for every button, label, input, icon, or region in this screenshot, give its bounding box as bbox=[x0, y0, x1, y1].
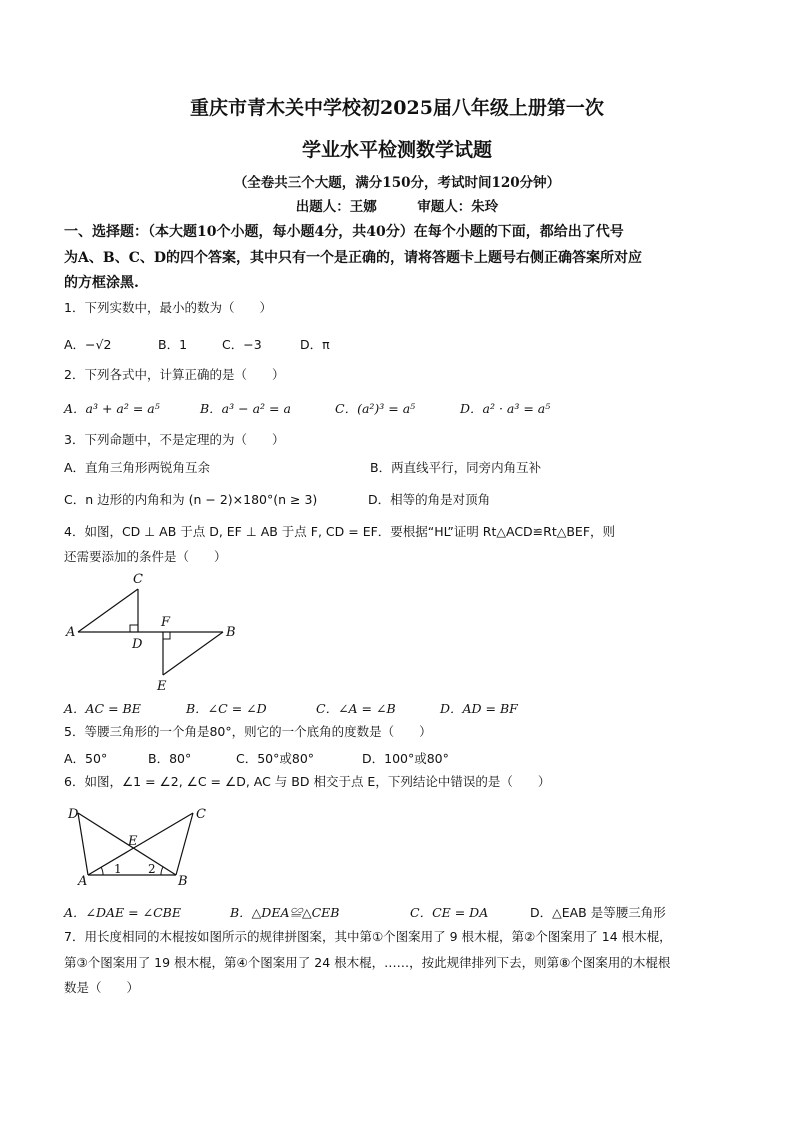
q4-option-a: A．AC = BE bbox=[64, 701, 141, 716]
section1-line3: 的方框涂黑. bbox=[64, 275, 139, 291]
q6-angle-2-arc bbox=[161, 867, 163, 875]
q4-stem-line1: 4．如图，CD ⊥ AB 于点 D, EF ⊥ AB 于点 F, CD = EF．要根据“HL”证明 Rt△ACD≌Rt△BEF，则 bbox=[64, 524, 616, 539]
exam-authors: 出题人：王娜 审题人：朱玲 bbox=[295, 199, 499, 215]
q5-stem: 5．等腰三角形的一个角是80°，则它的一个底角的度数是（ ） bbox=[64, 724, 432, 739]
q5-option-b: B．80° bbox=[148, 751, 192, 766]
q6-label-b: B bbox=[178, 874, 188, 889]
q6-option-a: A．∠DAE = ∠CBE bbox=[64, 905, 181, 920]
q6-segment-ac bbox=[88, 813, 193, 875]
q4-option-b: B．∠C = ∠D bbox=[186, 701, 267, 716]
q6-label-a: A bbox=[78, 874, 88, 889]
q4-label-b: B bbox=[226, 625, 236, 640]
q6-label-d: D bbox=[68, 807, 79, 822]
exam-info: （全卷共三个大题，满分150分，考试时间120分钟） bbox=[233, 175, 561, 191]
q6-stem: 6．如图，∠1 = ∠2, ∠C = ∠D, AC 与 BD 相交于点 E，下列结论中错误的是（ ） bbox=[64, 774, 551, 789]
q7-stem-line2: 第③个图案用了 19 根木棍，第④个图案用了 24 根木棍，……，按此规律排列下去，则第⑧个图案用的木棍根 bbox=[64, 955, 671, 970]
q6-option-b: B．△DEA≌△CEB bbox=[230, 905, 340, 920]
q3-option-c: C．n 边形的内角和为 (n − 2)×180°(n ≥ 3) bbox=[64, 492, 318, 507]
q6-segment-cb bbox=[176, 813, 193, 875]
section1-line2: 为A、B、C、D的四个答案，其中只有一个是正确的，请将答题卡上题号右侧正确答案所对应 bbox=[64, 250, 642, 266]
q2-option-a: A．a³ + a² = a⁵ bbox=[64, 401, 160, 416]
q1-option-a: A．−√2 bbox=[64, 337, 112, 352]
q4-label-a: A bbox=[66, 625, 76, 640]
q4-label-e: E bbox=[157, 679, 167, 694]
q1-stem: 1．下列实数中，最小的数为（ ） bbox=[64, 300, 272, 315]
page-title-line2: 学业水平检测数学试题 bbox=[301, 139, 492, 161]
q1-option-c: C．−3 bbox=[222, 337, 262, 352]
q6-label-angle-2: 2 bbox=[148, 862, 156, 876]
q6-label-c: C bbox=[196, 807, 206, 822]
q5-option-c: C．50°或80° bbox=[236, 751, 315, 766]
q3-option-a: A．直角三角形两锐角互余 bbox=[64, 460, 211, 475]
q6-angle-1-arc bbox=[101, 867, 103, 875]
q6-segment-ad bbox=[78, 813, 88, 875]
q2-stem: 2．下列各式中，计算正确的是（ ） bbox=[64, 367, 285, 382]
q6-option-c: C．CE = DA bbox=[410, 905, 489, 920]
q4-option-d: D．AD = BF bbox=[440, 701, 518, 716]
q4-label-c: C bbox=[133, 572, 143, 587]
q4-right-angle-f bbox=[163, 632, 170, 639]
q4-segment-ac bbox=[78, 589, 138, 632]
q6-label-e: E bbox=[128, 834, 138, 849]
q7-stem-line3: 数是（ ） bbox=[64, 980, 140, 995]
q1-option-b: B．1 bbox=[158, 337, 188, 352]
page-title-line1: 重庆市青木关中学校初2025届八年级上册第一次 bbox=[190, 97, 604, 119]
q2-option-b: B．a³ − a² = a bbox=[200, 401, 291, 416]
q4-right-angle-d bbox=[130, 625, 138, 632]
q4-stem-line2: 还需要添加的条件是（ ） bbox=[64, 549, 227, 564]
q5-option-a: A．50° bbox=[64, 751, 108, 766]
q3-option-b: B．两直线平行，同旁内角互补 bbox=[370, 460, 542, 475]
q2-option-c: C．(a²)³ = a⁵ bbox=[335, 401, 416, 416]
q4-option-c: C．∠A = ∠B bbox=[316, 701, 396, 716]
q2-option-d: D．a² · a³ = a⁵ bbox=[460, 401, 551, 416]
q3-stem: 3．下列命题中，不是定理的为（ ） bbox=[64, 432, 285, 447]
q7-stem-line1: 7．用长度相同的木棍按如图所示的规律拼图案，其中第①个图案用了 9 根木棍，第②个图案用了 14 根木棍， bbox=[64, 929, 672, 944]
q4-segment-eb bbox=[163, 632, 223, 675]
q6-label-angle-1: 1 bbox=[114, 862, 122, 876]
q4-label-f: F bbox=[161, 615, 171, 630]
q6-option-d: D．△EAB 是等腰三角形 bbox=[530, 905, 666, 920]
section1-line1: 一、选择题：（本大题10个小题，每小题4分，共40分）在每个小题的下面，都给出了代号 bbox=[64, 224, 624, 240]
q6-segment-db bbox=[78, 813, 176, 875]
q5-option-d: D．100°或80° bbox=[362, 751, 449, 766]
q4-label-d: D bbox=[132, 637, 143, 652]
q1-option-d: D．π bbox=[300, 337, 330, 352]
q3-option-d: D．相等的角是对顶角 bbox=[368, 492, 491, 507]
